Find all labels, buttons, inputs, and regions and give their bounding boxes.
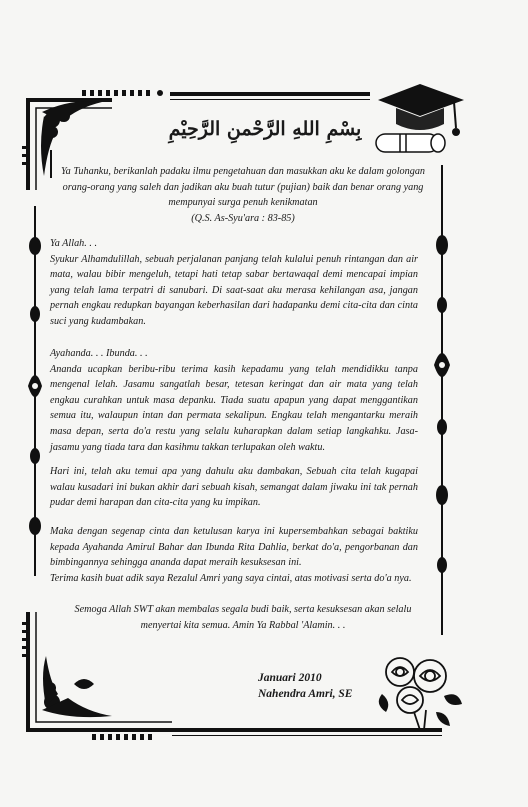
bismillah-calligraphy: بِسْمِ اللهِ الرَّحْمنِ الرَّحِيْمِ [168,118,362,140]
left-rule [50,150,52,178]
paragraph-2 [50,346,418,455]
thanks-line: Terima kasih buat adik saya Rezalul Amri yang saya cintai, atas motivasi serta do'a nya. [50,572,412,584]
paragraph-1 [50,236,418,330]
paragraph-3 [50,464,418,511]
paragraph-heading: Ya Allah. . . [50,238,97,249]
paragraph-heading: Ayahanda. . . Ibunda. . . [50,348,148,359]
corner-ornament-icon [22,612,172,742]
vertical-ornament-icon [26,206,44,576]
roses-icon [374,650,464,732]
opening-verse [58,164,428,226]
signature-name: Nahendra Amri, SE [258,688,353,700]
paragraph-body: Hari ini, telah aku temui apa yang dahulu aku dambakan, Sebuah cita telah kugapai walau kusadari ini bukan akhir dari sebuah kisah, semangat dalam jiwaku ini tak pernah pudar demi harapan dan cita-cita yang ku impikan. [50,466,418,509]
bottom-rule-thin [172,735,442,736]
paragraph-body: Syukur Alhamdulillah, sebuah perjalanan panjang telah kulalui penuh rintangan dan air mata, walau bibir mengeluh, tetapi hati tetap sabar bertawaqal demi mencapai impian yang telah lama terpatri di sanubari. Di saat-saat aku merasa kehilangan asa, jangan pernah engkau redupkan bayangan keberhasilan dari hadapanku demi cita-cita dan cinta suci yang kudambakan. [50,253,418,327]
signature-date: Januari 2010 [258,672,322,684]
verse-reference: (Q.S. As-Syu'ara : 83-85) [191,212,295,224]
paragraph-body: Ananda ucapkan beribu-ribu terima kasih kepadamu yang telah mendidikku tanpa mengenal lelah. Jasamu sangatlah besar, tetesan keringat dan air mata yang telah engkau curahkan untuk masa depanku. Tiada suatu apapun yang dapat menggantikan semua itu, walaupun intan dan permata sekalipun. Engkau telah mengantarku meraih masa depan, serta do'a restu yang selalu kuharapkan dalam setiap langkahku. Jasa-jasamu yang tiada tara dan kasihmu takkan terlupakan oleh waktu. [50,363,418,453]
paragraph-4 [50,524,418,586]
paragraph-body: Maka dengan segenap cinta dan ketulusan karya ini kupersembahkan sebagai baktiku kepada Ayahanda Amirul Bahar dan Ibunda Rita Dahlia, berkat do'a, pengorbanan dan bimbingannya sehingga ananda dapat meraih kesuksesan ini. [50,526,418,569]
opening-verse-text: Ya Tuhanku, berikanlah padaku ilmu pengetahuan dan masukkan aku ke dalam golongan orang-orang yang saleh dan jadikan aku buah tutur (pujian) baik dan benar orang yang mempunyai surga penuh kenikmatan [60,166,426,209]
closing-text: Semoga Allah SWT akan membalas segala budi baik, serta kesuksesan akan selalu menyertai kita semua. Amin Ya Rabbal 'Alamin. . . [74,604,412,631]
top-rule [170,92,370,96]
top-rule-thin [170,99,370,100]
vertical-ornament-icon [432,165,452,635]
